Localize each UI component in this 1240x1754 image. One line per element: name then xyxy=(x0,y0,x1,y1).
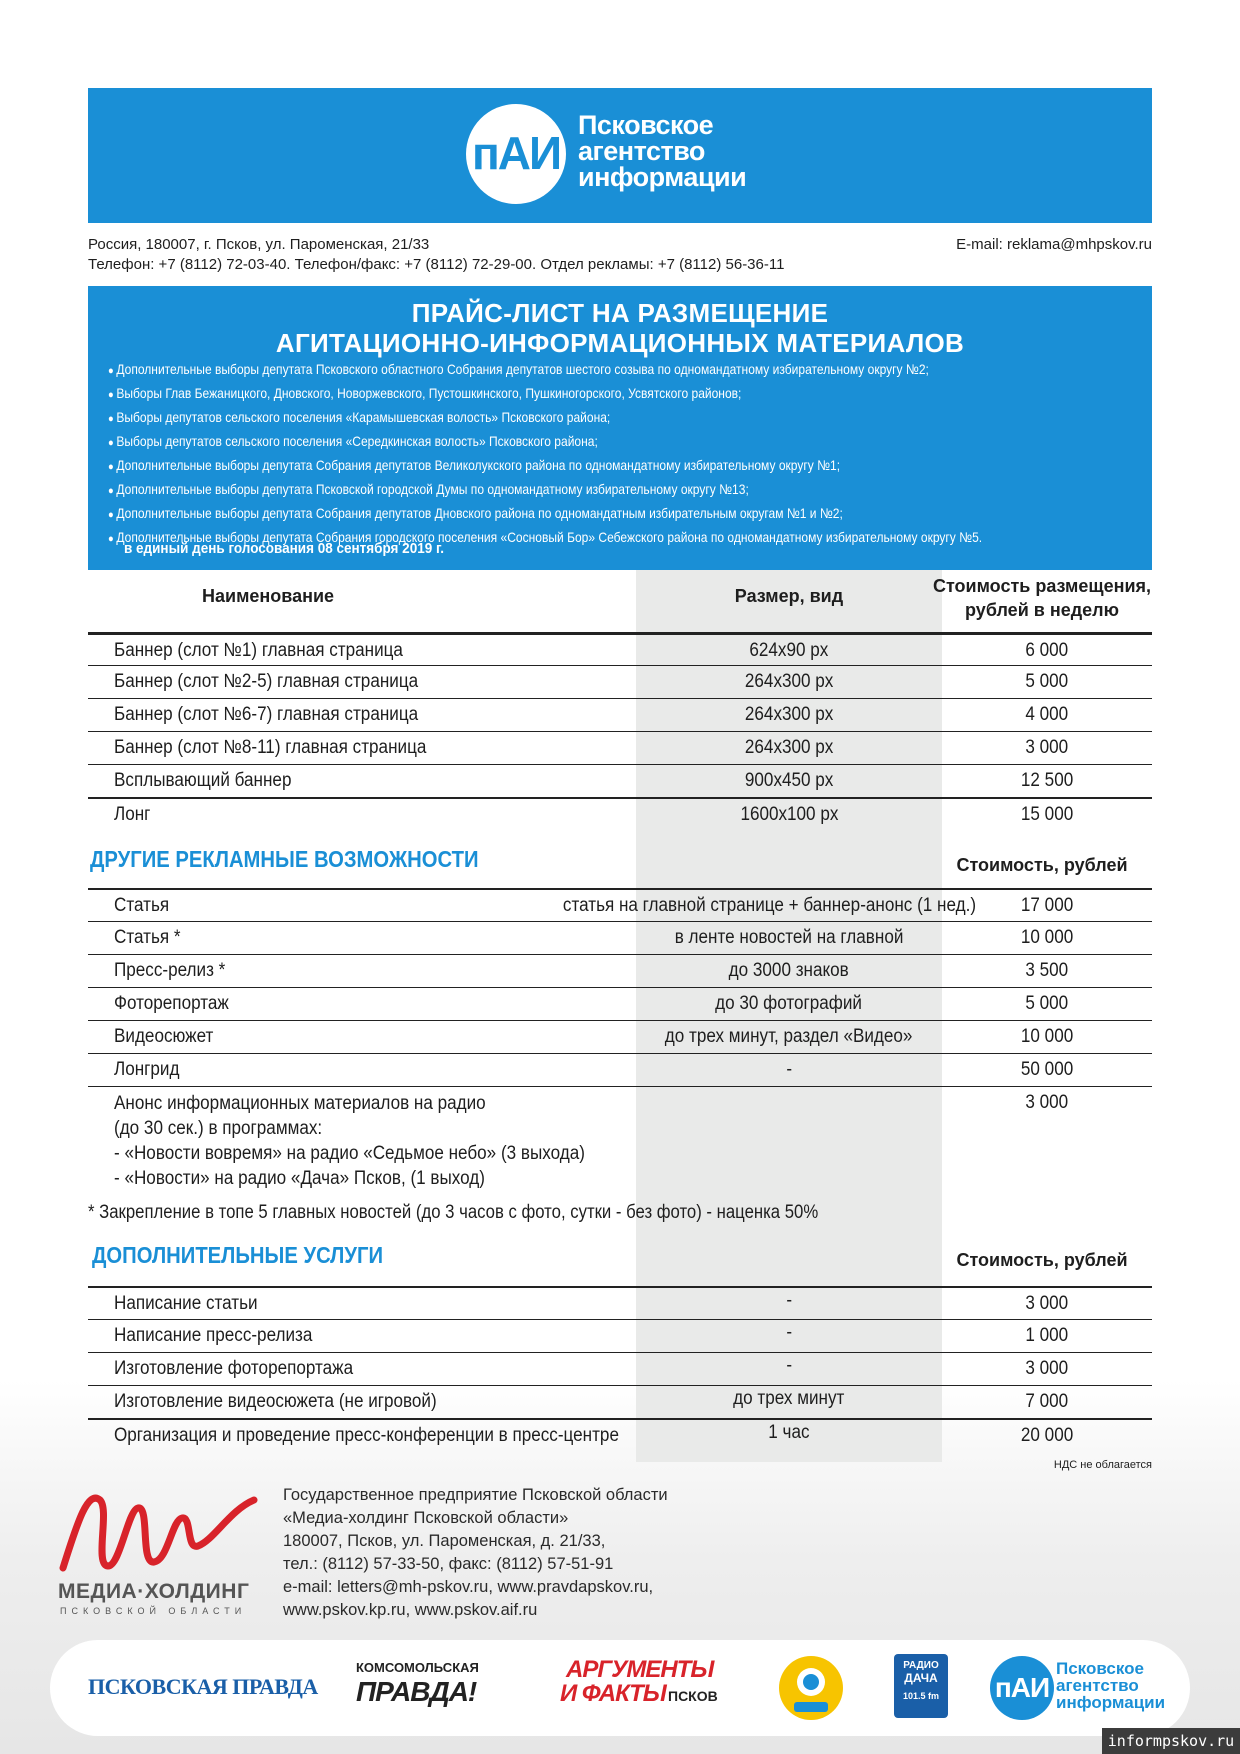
table-row: Написание пресс-релиза - 1 000 xyxy=(88,1319,1152,1352)
col-header-name: Наименование xyxy=(202,586,335,606)
table-row: Баннер (слот №1) главная страница 624х90 px 6 000 xyxy=(88,632,1152,665)
table-row: Изготовление видеосюжета (не игровой) до трех минут 7 000 xyxy=(88,1385,1152,1418)
table-row: Фоторепортаж до 30 фотографий 5 000 xyxy=(88,987,1152,1020)
table-row: Всплывающий баннер 900х450 px 12 500 xyxy=(88,764,1152,797)
col-header-size: Размер, вид xyxy=(734,586,844,606)
col-header-price-1: Стоимость размещения, xyxy=(932,576,1152,596)
table-row: Баннер (слот №8-11) главная страница 264х300 px 3 000 xyxy=(88,731,1152,764)
aif-logo-line1: АРГУМЕНТЫ xyxy=(566,1656,714,1683)
media-holding-logo-sub: ПСКОВСКОЙ ОБЛАСТИ xyxy=(60,1606,247,1616)
footnote: * Закрепление в топе 5 главных новостей (до 3 часов с фото, сутки - без фото) - наценка 50% xyxy=(88,1202,819,1223)
radio-dacha-logo: РАДИО ДАЧА 101.5 fm xyxy=(894,1654,948,1718)
election-item: ● Дополнительные выборы депутата Собрания депутатов Дновского района по одномандатным избирательным округам №1 и №2; xyxy=(108,502,1002,526)
table-row: Пресс-релиз * до 3000 знаков 3 500 xyxy=(88,954,1152,987)
media-holding-scribble-icon xyxy=(58,1480,258,1580)
contact-email[interactable]: E-mail: reklama@mhpskov.ru xyxy=(956,236,1152,253)
col-header-price: Стоимость, рублей xyxy=(956,855,1128,875)
partner-logos-strip xyxy=(50,1640,1190,1736)
pai-small-logo-text: Псковское агентство информации xyxy=(1056,1659,1166,1712)
table-row: Баннер (слот №2-5) главная страница 264х300 px 5 000 xyxy=(88,665,1152,698)
pai-logo-circle xyxy=(466,104,566,204)
voting-date: в единый день голосования 08 сентября 2019 г. xyxy=(124,540,444,557)
media-holding-logo-name: МЕДИА·ХОЛДИНГ xyxy=(58,1580,250,1603)
vat-note: НДС не облагается xyxy=(1053,1459,1152,1471)
contact-phones: Телефон: +7 (8112) 72-03-40. Телефон/факс: +7 (8112) 72-29-00. Отдел рекламы: +7 (8112) 56-36-11 xyxy=(88,256,785,273)
election-item: ● Дополнительные выборы депутата Псковского областного Собрания депутатов шестого созыва по одномандатному избирательному округу №2; xyxy=(108,358,1002,382)
aif-logo-line2: И ФАКТЫ xyxy=(560,1680,666,1707)
table-row: Лонгрид - 50 000 xyxy=(88,1053,1152,1086)
table-row-radio: Анонс информационных материалов на радио (до 30 сек.) в программах: - «Новости вовремя» на радио «Седьмое небо» (3 выхода) - «Новости» на радио «Дача» Псков, (1 выход) 3 000 xyxy=(88,1086,1152,1192)
section-title-additional: ДОПОЛНИТЕЛЬНЫЕ УСЛУГИ xyxy=(92,1242,384,1268)
table-row: Организация и проведение пресс-конференции в пресс-центре 1 час 20 000 xyxy=(88,1418,1152,1451)
radio-sedmoe-nebo-icon xyxy=(776,1652,846,1724)
table-row: Баннер (слот №6-7) главная страница 264х300 px 4 000 xyxy=(88,698,1152,731)
kp-logo-line1: КОМСОМОЛЬСКАЯ xyxy=(356,1660,479,1675)
col-header-price: Стоимость, рублей xyxy=(956,1250,1128,1270)
media-holding-info: Государственное предприятие Псковской области «Медиа-холдинг Псковской области» 180007, Псков, ул. Пароменская, д. 21/33, тел.: (8112) 57-33-50, факс: (8112) 57-51-91 e-mail: letters@mh-pskov.ru, www.pravdapskov.ru, www.pskov.kp.ru, www.pskov.aif.ru xyxy=(283,1486,668,1619)
pai-logo-abbr: пАИ xyxy=(471,127,561,179)
table-row: Изготовление фоторепортажа - 3 000 xyxy=(88,1352,1152,1385)
election-item: ● Выборы депутатов сельского поселения «Середкинская волость» Псковского района; xyxy=(108,430,1002,454)
table-row: Видеосюжет до трех минут, раздел «Видео» 10 000 xyxy=(88,1020,1152,1053)
table-row: Лонг 1600х100 px 15 000 xyxy=(88,797,1152,830)
title-line-1: ПРАЙС-ЛИСТ НА РАЗМЕЩЕНИЕ xyxy=(411,298,829,328)
aif-logo-city: ПСКОВ xyxy=(668,1688,718,1704)
section-title-other: ДРУГИЕ РЕКЛАМНЫЕ ВОЗМОЖНОСТИ xyxy=(90,846,479,872)
kp-logo-line2: ПРАВДА! xyxy=(356,1676,477,1707)
election-item: ● Дополнительные выборы депутата Псковской городской Думы по одномандатному избирательному округу №13; xyxy=(108,478,1002,502)
watermark: informpskov.ru xyxy=(1102,1728,1240,1754)
election-item: ● Выборы депутатов сельского поселения «Карамышевская волость» Псковского района; xyxy=(108,406,1002,430)
pai-small-logo-circle: пАИ xyxy=(990,1656,1054,1720)
title-line-2: АГИТАЦИОННО-ИНФОРМАЦИОННЫХ МАТЕРИАЛОВ xyxy=(275,328,965,358)
election-item: ● Дополнительные выборы депутата Собрания городского поселения «Сосновый Бор» Себежского района по одномандатному избирательному округу №5. xyxy=(108,526,1002,550)
election-item: ● Дополнительные выборы депутата Собрания депутатов Великолукского района по одномандатному избирательному округу №1; xyxy=(108,454,1002,478)
pai-logo-text: Псковское агентство информации xyxy=(578,110,747,192)
col-header-price-2: рублей в неделю xyxy=(965,600,1119,620)
election-item: ● Выборы Глав Бежаницкого, Дновского, Новоржевского, Пустошкинского, Пушкиногорского, Усвятского районов; xyxy=(108,382,1002,406)
pskovskaya-pravda-logo: ПСКОВСКАЯ ПРАВДА xyxy=(88,1674,318,1699)
table-row: Написание статьи - 3 000 xyxy=(88,1286,1152,1319)
table-row: Статья * в ленте новостей на главной 10 000 xyxy=(88,921,1152,954)
contact-address: Россия, 180007, г. Псков, ул. Пароменская, 21/33 xyxy=(88,236,430,253)
title-block xyxy=(88,286,1152,570)
elections-list xyxy=(108,358,1148,550)
table-row: Статья статья на главной странице + баннер-анонс (1 нед.) 17 000 xyxy=(88,888,1152,921)
